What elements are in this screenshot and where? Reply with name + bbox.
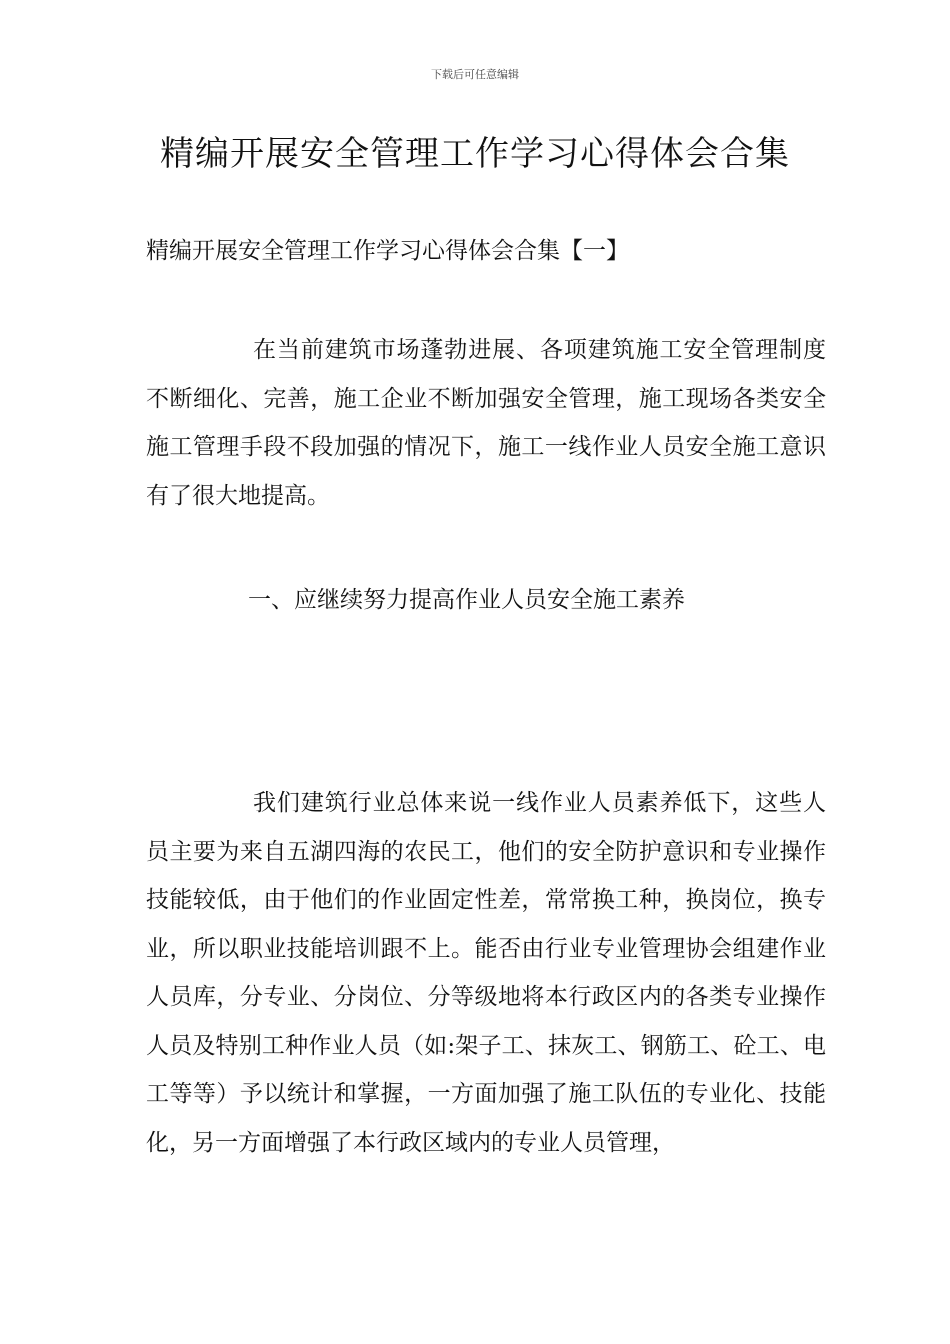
subheading-1: 一、应继续努力提高作业人员安全施工素养: [248, 587, 685, 613]
section-title: 精编开展安全管理工作学习心得体会合集【一】: [146, 238, 629, 264]
body-paragraph-2: 我们建筑行业总体来说一线作业人员素养低下，这些人员主要为来自五湖四海的农民工，他们的安全防护意识和专业操作技能较低，由于他们的作业固定性差，常常换工种，换岗位，换专业，所以职业技能培训跟不上。能否由行业专业管理协会组建作业人员库，分专业、分岗位、分等级地将本行政区内的各类专业操作人员及特别工种作业人员（如:架子工、抹灰工、钢筋工、砼工、电工等等）予以统计和掌握，一方面加强了施工队伍的专业化、技能化，另一方面增强了本行政区域内的专业人员管理，: [146, 790, 826, 1156]
page-header-note: 下载后可任意编辑: [431, 68, 519, 81]
document-title: 精编开展安全管理工作学习心得体会合集: [160, 134, 790, 174]
body-paragraph-1: 在当前建筑市场蓬勃进展、各项建筑施工安全管理制度不断细化、完善，施工企业不断加强安全管理，施工现场各类安全施工管理手段不段加强的情况下，施工一线作业人员安全施工意识有了很大地提高。: [146, 337, 826, 509]
